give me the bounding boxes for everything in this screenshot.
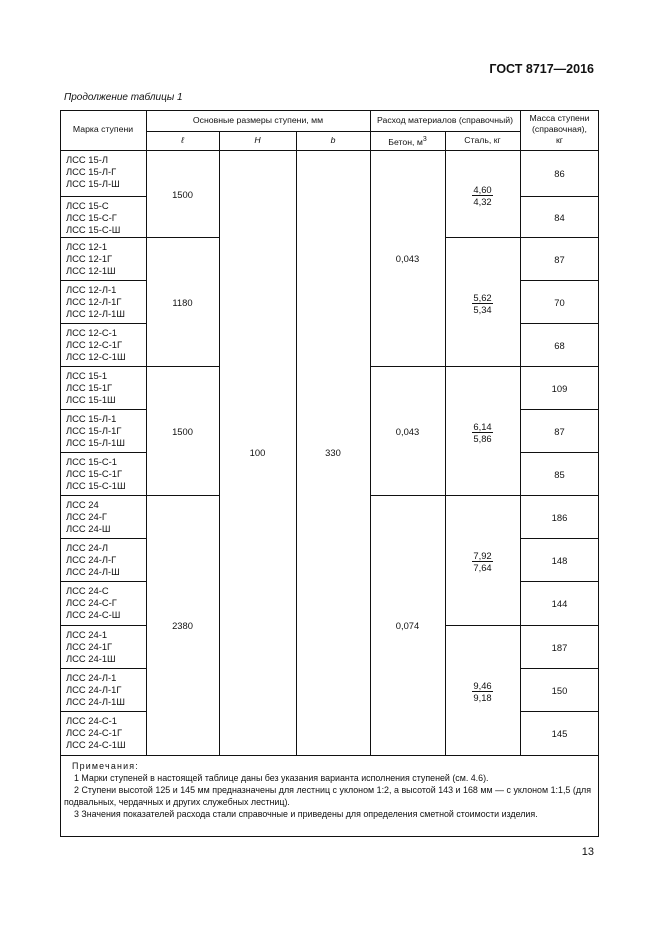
mass-value: 84 bbox=[554, 211, 565, 223]
length-value: 2380 bbox=[172, 619, 193, 631]
steel-fraction bbox=[472, 421, 492, 444]
notes-title: Примечания: bbox=[72, 761, 139, 771]
steel-fraction bbox=[472, 292, 492, 315]
mark-label: ЛСС 15-С-1Ш bbox=[66, 480, 126, 491]
page-number: 13 bbox=[581, 846, 594, 858]
header-steel: Сталь, кг bbox=[464, 135, 501, 145]
steel-denominator: 4,32 bbox=[473, 195, 492, 207]
steel-value bbox=[445, 184, 520, 208]
mark-label: ЛСС 24-С-1Ш bbox=[66, 739, 126, 750]
mark-label: ЛСС 12-С-1Ш bbox=[66, 351, 126, 362]
mark-label: ЛСС 24-1Ш bbox=[66, 653, 116, 664]
steel-numerator: 7,92 bbox=[473, 550, 492, 561]
mass-value: 186 bbox=[551, 511, 568, 523]
steel-fraction bbox=[472, 550, 492, 573]
note-2: 2 Ступени высотой 125 и 145 мм предназначены для лестниц с уклоном 1:2, а высотой 143 и 168 мм — с уклоном 1:1,5 (для подвальных, чердачных и других служебных лестниц). bbox=[64, 785, 591, 807]
mark-label: ЛСС 15-1Ш bbox=[66, 394, 116, 405]
table-notes bbox=[64, 760, 591, 820]
mark-label: ЛСС 24-С bbox=[66, 585, 109, 596]
header-b: b bbox=[330, 135, 336, 145]
mass-value: 109 bbox=[551, 382, 568, 394]
mark-label: ЛСС 15-Л-1Ш bbox=[66, 437, 125, 448]
concrete-value: 0,043 bbox=[395, 425, 420, 437]
concrete-value: 0,074 bbox=[395, 619, 420, 631]
mark-label: ЛСС 15-Л-1Г bbox=[66, 425, 122, 436]
mark-label: ЛСС 24-С-1Г bbox=[66, 727, 123, 738]
mark-label: ЛСС 12-1Ш bbox=[66, 265, 116, 276]
mark-label: ЛСС 24 bbox=[66, 499, 99, 510]
length-value: 1180 bbox=[172, 296, 193, 308]
mark-label: ЛСС 24-С-Ш bbox=[66, 609, 121, 620]
mark-label: ЛСС 12-1 bbox=[66, 241, 108, 252]
mark-label: ЛСС 24-Л-1Ш bbox=[66, 696, 125, 707]
mass-value: 70 bbox=[554, 296, 565, 308]
note-1: 1 Марки ступеней в настоящей таблице даны без указания варианта исполнения ступеней (см. 4.6). bbox=[74, 773, 489, 783]
mark-label: ЛСС 24-Л-1 bbox=[66, 672, 117, 683]
mark-label: ЛСС 24-Г bbox=[66, 511, 107, 522]
mass-value: 68 bbox=[554, 339, 565, 351]
steel-numerator: 9,46 bbox=[473, 679, 492, 691]
header-dimensions: Основные размеры ступени, мм bbox=[192, 115, 324, 125]
mark-label: ЛСС 24-1 bbox=[66, 629, 108, 640]
steel-value bbox=[445, 421, 520, 445]
mass-value: 150 bbox=[551, 684, 568, 696]
mark-label: ЛСС 15-С bbox=[66, 200, 109, 211]
header-mark: Марка ступени bbox=[72, 124, 134, 134]
mark-label: ЛСС 24-Л bbox=[66, 542, 108, 553]
steel-value bbox=[445, 292, 520, 316]
mark-label: ЛСС 15-Л-Г bbox=[66, 166, 117, 177]
concrete-value: 0,043 bbox=[395, 253, 420, 264]
header-materials: Расход материалов (справочный) bbox=[377, 115, 513, 125]
steel-value bbox=[445, 680, 520, 704]
mass-value: 85 bbox=[554, 468, 565, 480]
mark-label: ЛСС 15-1Г bbox=[66, 382, 113, 393]
mark-label: ЛСС 15-С-Ш bbox=[66, 224, 121, 235]
steel-denominator: 5,34 bbox=[473, 303, 492, 315]
steel-numerator: 4,60 bbox=[473, 183, 492, 195]
standard-designation: ГОСТ 8717—2016 bbox=[489, 62, 594, 76]
header-h: H bbox=[254, 135, 261, 145]
mass-value: 86 bbox=[554, 168, 565, 179]
mark-label: ЛСС 12-Л-1Г bbox=[66, 296, 122, 307]
mark-label: ЛСС 15-Л-1 bbox=[66, 413, 117, 424]
mark-label: ЛСС 15-Л-Ш bbox=[66, 178, 120, 189]
length-value: 1500 bbox=[172, 425, 193, 437]
mark-label: ЛСС 12-С-1 bbox=[66, 327, 117, 338]
length-value: 1500 bbox=[172, 188, 193, 200]
steel-value bbox=[445, 550, 520, 574]
mark-label: ЛСС 15-1 bbox=[66, 370, 108, 381]
data-table bbox=[60, 110, 599, 837]
mark-label: ЛСС 24-Ш bbox=[66, 523, 111, 534]
mark-label: ЛСС 15-С-1 bbox=[66, 456, 117, 467]
steel-numerator: 5,62 bbox=[473, 291, 492, 303]
steel-numerator: 6,14 bbox=[473, 420, 492, 432]
header-concrete: Бетон, $м^3$ bbox=[388, 136, 427, 147]
mark-label: ЛСС 12-Л-1Ш bbox=[66, 308, 125, 319]
steel-denominator: 9,18 bbox=[473, 691, 492, 703]
header-l: ℓ bbox=[181, 135, 184, 145]
mark-label: ЛСС 15-С-1Г bbox=[66, 468, 123, 479]
header-mass: Масса ступени (справочная), кг bbox=[529, 113, 590, 145]
mark-label: ЛСС 24-С-1 bbox=[66, 715, 117, 726]
mark-label: ЛСС 24-Л-Г bbox=[66, 554, 117, 565]
mark-label: ЛСС 12-С-1Г bbox=[66, 339, 123, 350]
steel-fraction bbox=[472, 680, 492, 703]
table-caption: Продолжение таблицы 1 bbox=[64, 92, 183, 103]
mark-label: ЛСС 15-С-Г bbox=[66, 212, 117, 223]
mark-label: ЛСС 15-Л bbox=[66, 154, 108, 165]
mass-value: 187 bbox=[551, 641, 568, 653]
steel-denominator: 7,64 bbox=[473, 562, 492, 573]
steel-fraction bbox=[472, 184, 492, 207]
note-3: 3 Значения показателей расхода стали справочные и приведены для определения сметной стоимости изделия. bbox=[74, 809, 538, 819]
steel-denominator: 5,86 bbox=[473, 432, 492, 444]
mark-label: ЛСС 12-Л-1 bbox=[66, 284, 117, 295]
width-value: 330 bbox=[325, 447, 341, 458]
mass-value: 148 bbox=[551, 554, 568, 566]
mark-label: ЛСС 24-1Г bbox=[66, 641, 113, 652]
mass-value: 87 bbox=[554, 425, 565, 437]
mark-label: ЛСС 24-Л-Ш bbox=[66, 566, 120, 577]
mass-value: 145 bbox=[551, 727, 568, 739]
mark-label: ЛСС 24-С-Г bbox=[66, 597, 117, 608]
height-value: 100 bbox=[249, 447, 266, 458]
mark-label: ЛСС 12-1Г bbox=[66, 253, 113, 264]
mass-value: 87 bbox=[554, 253, 565, 265]
mark-label: ЛСС 24-Л-1Г bbox=[66, 684, 122, 695]
mass-value: 144 bbox=[551, 598, 568, 609]
